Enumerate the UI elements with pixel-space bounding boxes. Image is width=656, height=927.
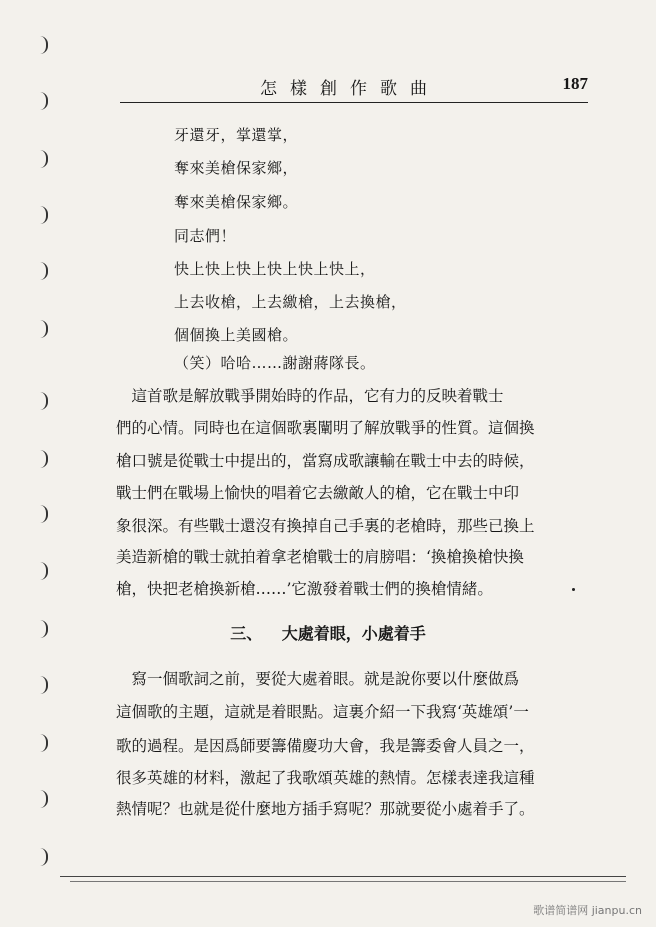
binding-mark [40, 790, 48, 808]
paragraph-line: 歌的過程。是因爲師要籌備慶功大會，我是籌委會人員之一， [116, 737, 535, 755]
verse-line: （笑）哈哈……謝謝蔣隊長。 [174, 354, 376, 372]
binding-mark [40, 450, 48, 468]
binding-mark [40, 392, 48, 410]
binding-mark [40, 320, 48, 338]
binding-mark [40, 206, 48, 224]
paragraph-line: 槍，快把老槍換新槍……’它激發着戰士們的換槍情緒。 [116, 580, 493, 598]
verse-line: 奪來美槍保家鄉， [174, 159, 299, 177]
verse-line: 同志們！ [174, 227, 237, 245]
paragraph-line: 們的心情。同時也在這個歌裏闡明了解放戰爭的性質。這個換 [116, 419, 535, 437]
verse-line: 牙還牙，掌還掌， [174, 126, 299, 144]
paragraph-line: 戰士們在戰場上愉快的唱着它去繳敵人的槍，它在戰士中印 [116, 484, 520, 502]
binding-mark [40, 676, 48, 694]
binding-mark [40, 734, 48, 752]
section-title: 大處着眼，小處着手 [281, 624, 426, 643]
page-header [120, 68, 588, 103]
bottom-rule [60, 876, 626, 877]
verse-line: 上去收槍，上去繳槍，上去換槍， [174, 293, 407, 311]
watermark: 歌谱简谱网 jianpu.cn [533, 904, 642, 917]
verse-line: 快上快上快上快上快上快上， [174, 260, 376, 278]
running-title: 怎樣創作歌曲 [260, 79, 440, 99]
bottom-rule [70, 881, 626, 882]
page-number: 187 [562, 74, 588, 93]
binding-mark [40, 848, 48, 866]
binding-mark [40, 36, 48, 54]
paragraph-line: 槍口號是從戰士中提出的，當寫成歌讓輸在戰士中去的時候， [116, 452, 535, 470]
binding-mark [40, 562, 48, 580]
section-heading [0, 621, 656, 644]
paragraph-line: 很多英雄的材料，激起了我歌頌英雄的熱情。怎樣表達我這種 [116, 769, 535, 787]
binding-mark [40, 92, 48, 110]
ink-speck [572, 588, 575, 591]
binding-mark [40, 505, 48, 523]
paragraph-line: 熱情呢？也就是從什麼地方插手寫呢？那就要從小處着手了。 [116, 800, 535, 818]
paragraph-line: 寫一個歌詞之前，要從大處着眼。就是說你要以什麼做爲 [116, 670, 520, 688]
verse-line: 奪來美槍保家鄉。 [174, 193, 299, 211]
binding-mark [40, 262, 48, 280]
paragraph-line: 象很深。有些戰士還沒有換掉自己手裏的老槍時，那些已換上 [116, 517, 535, 535]
verse-line: 個個換上美國槍。 [174, 326, 299, 344]
paragraph-line: 這個歌的主題，這就是着眼點。這裏介紹一下我寫‘英雄頌’一 [116, 703, 529, 721]
paragraph-line: 這首歌是解放戰爭開始時的作品，它有力的反映着戰士 [116, 387, 504, 405]
section-number: 三、 [230, 624, 263, 643]
paragraph-line: 美造新槍的戰士就拍着拿老槍戰士的肩膀唱：‘換槍換槍快換 [116, 548, 524, 566]
binding-mark [40, 150, 48, 168]
